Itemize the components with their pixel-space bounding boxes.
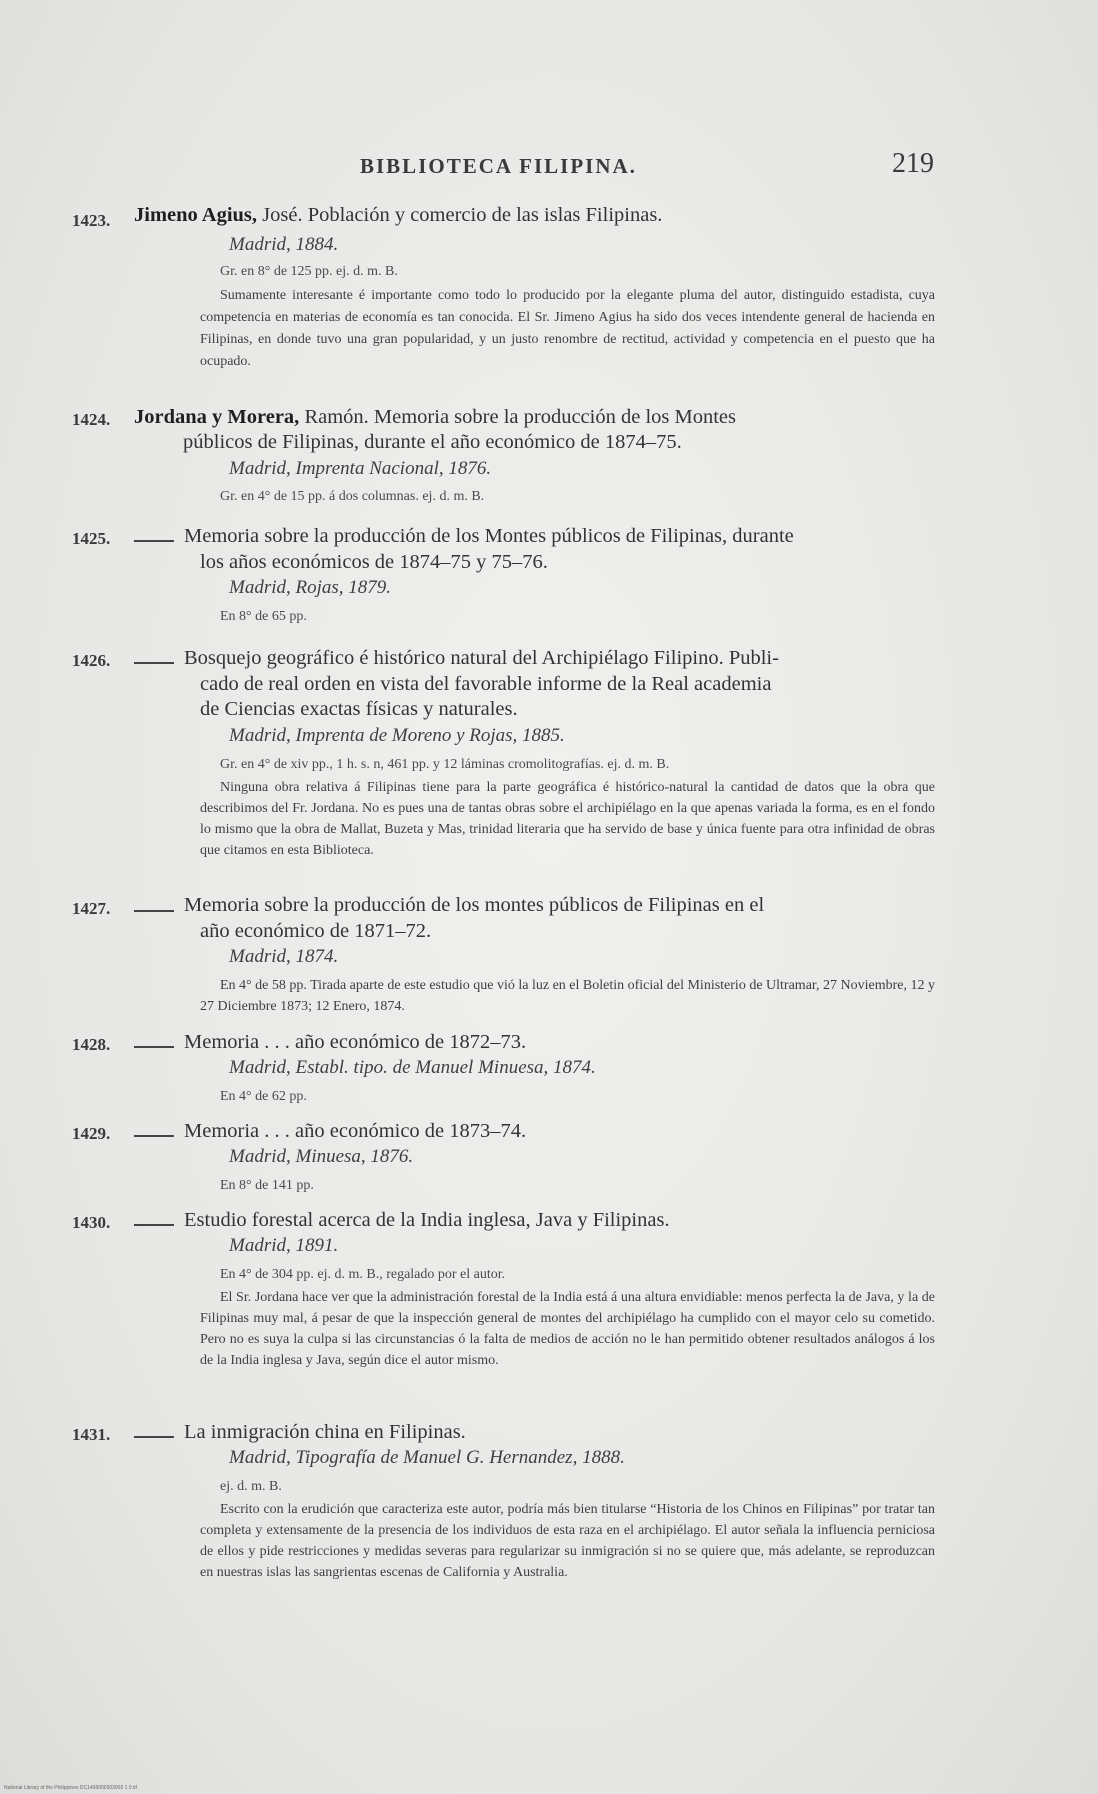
entry-description: En 8° de 65 pp. <box>220 609 307 624</box>
entry-note <box>200 975 935 1017</box>
entry-title-continuation: públicos de Filipinas, durante el año económico de 1874–75. <box>183 431 682 453</box>
scan-footer: National Library of the Philippines DC1495000303002 1 0.tif <box>4 1785 137 1791</box>
entry-imprint: Madrid, Imprenta de Moreno y Rojas, 1885. <box>229 725 565 746</box>
entry-title-continuation: los años económicos de 1874–75 y 75–76. <box>200 551 548 573</box>
entry-title-continuation: año económico de 1871–72. <box>200 920 432 942</box>
entry-imprint: Madrid, 1874. <box>229 946 339 967</box>
entry-note <box>200 777 935 861</box>
entry-note <box>200 1287 935 1371</box>
entry-imprint: Madrid, 1884. <box>229 234 339 255</box>
entry-title: Bosquejo geográfico é histórico natural del Archipiélago Filipino. Publi- <box>184 647 779 669</box>
entry-imprint: Madrid, Minuesa, 1876. <box>229 1146 414 1167</box>
entry-imprint: Madrid, Rojas, 1879. <box>229 577 392 598</box>
entry-author: Jimeno Agius, <box>134 204 258 226</box>
entry-title: La inmigración china en Filipinas. <box>184 1421 466 1443</box>
ditto-dash <box>134 1224 174 1226</box>
entry-title <box>134 203 940 228</box>
entry-description: Gr. en 4° de 15 pp. á dos columnas. ej. d. m. B. <box>220 489 485 504</box>
ditto-dash <box>134 1046 174 1048</box>
entry-number: 1430. <box>72 1213 111 1232</box>
entry-title: Memoria sobre la producción de los montes públicos de Filipinas en el <box>184 894 765 916</box>
entry-imprint: Madrid, 1891. <box>229 1235 339 1256</box>
entry-note <box>200 1499 935 1583</box>
entry-number: 1423. <box>72 211 111 230</box>
entry-note-text: Escrito con la erudición que caracteriza este autor, podría más bien titularse “Historia de los Chinos en Filipinas” por tratar tan completa y extensamente de la presencia de los individuos de esta raza en el archipiélago. El autor señala la influencia perniciosa de ellos y pide restricciones y medidas severas para regularizar su inmigración si no se quiere que, más adelante, se reproduzcan en nuestras islas las sangrientas escenas de California y Australia. <box>200 1502 935 1580</box>
entry-note-text: El Sr. Jordana hace ver que la administración forestal de la India está á una altura envidiable: menos perfecta la de Java, y la de Filipinas muy mal, á pesar de que la inspección general de montes del archipiélago ha cumplido con el mayor celo su cometido. Pero no es suya la culpa si las circunstancias ó la falta de medios de acción no le han permitido obtener resultados análogos á los de la India inglesa y Java, según dice el autor mismo. <box>200 1290 935 1368</box>
entry-description: En 4° de 62 pp. <box>220 1089 307 1104</box>
entry-title-text: José. Población y comercio de las islas Filipinas. <box>262 204 663 226</box>
entry-number: 1425. <box>72 529 111 548</box>
page-header <box>0 148 1098 188</box>
entry-title-continuation: de Ciencias exactas físicas y naturales. <box>200 698 518 720</box>
ditto-dash <box>134 662 174 664</box>
entry-imprint: Madrid, Tipografía de Manuel G. Hernandez, 1888. <box>229 1447 625 1468</box>
entry-number: 1431. <box>72 1425 111 1444</box>
entry-imprint: Madrid, Imprenta Nacional, 1876. <box>229 458 492 479</box>
entry-title: Memoria sobre la producción de los Montes públicos de Filipinas, durante <box>184 525 794 547</box>
entry-note-text: Ninguna obra relativa á Filipinas tiene para la parte geográfica é histórico-natural la cantidad de datos que la obra que describimos del Fr. Jordana. No es pues una de tantas obras sobre el archipiélago en la que apenas variada la forma, es en el fondo lo mismo que la obra de Mallat, Buzeta y Mas, trinidad literaria que ha servido de base y única fuente para otra infinidad de obras que citamos en esta Biblioteca. <box>200 780 935 858</box>
entry-title: Memoria . . . año económico de 1872–73. <box>184 1031 527 1053</box>
entry-title: Estudio forestal acerca de la India inglesa, Java y Filipinas. <box>184 1209 670 1231</box>
entry-number: 1424. <box>72 410 111 429</box>
ditto-dash <box>134 540 174 542</box>
entry-description: Gr. en 4° de xiv pp., 1 h. s. n, 461 pp. y 12 láminas cromolitografías. ej. d. m. B. <box>220 757 670 772</box>
running-title: BIBLIOTECA FILIPINA. <box>360 154 637 178</box>
entry-description: ej. d. m. B. <box>220 1479 282 1494</box>
entry-number: 1427. <box>72 899 111 918</box>
entry-author: Jordana y Morera, <box>134 406 300 428</box>
entry-number: 1428. <box>72 1035 111 1054</box>
entry-imprint: Madrid, Establ. tipo. de Manuel Minuesa, 1874. <box>229 1057 596 1078</box>
entry-note-text: En 4° de 58 pp. Tirada aparte de este estudio que vió la luz en el Boletin oficial del Ministerio de Ultramar, 27 Noviembre, 12 y 27 Diciembre 1873; 12 Enero, 1874. <box>200 978 935 1014</box>
entry-title <box>134 405 940 430</box>
entry-number: 1426. <box>72 651 111 670</box>
entry-description: En 4° de 304 pp. ej. d. m. B., regalado por el autor. <box>220 1267 506 1282</box>
ditto-dash <box>134 910 174 912</box>
entry-description: Gr. en 8° de 125 pp. ej. d. m. B. <box>220 264 398 279</box>
entry-title: Memoria . . . año económico de 1873–74. <box>184 1120 527 1142</box>
entry-note-text: Sumamente interesante é importante como todo lo producido por la elegante pluma del autor, distinguido estadista, cuya competencia en materias de economía es tan conocida. El Sr. Jimeno Agius ha sido dos veces intendente general de hacienda en Filipinas, en donde tuvo una gran popularidad, y un justo renombre de rectitud, actividad y competencia en el puesto que ha ocupado. <box>200 288 935 369</box>
entry-title-text: Ramón. Memoria sobre la producción de los Montes <box>304 406 736 428</box>
entry-description: En 8° de 141 pp. <box>220 1178 314 1193</box>
entry-note <box>200 285 935 373</box>
page-number: 219 <box>892 148 934 179</box>
ditto-dash <box>134 1436 174 1438</box>
entry-title-continuation: cado de real orden en vista del favorable informe de la Real academia <box>200 673 772 695</box>
entry-number: 1429. <box>72 1124 111 1143</box>
ditto-dash <box>134 1135 174 1137</box>
